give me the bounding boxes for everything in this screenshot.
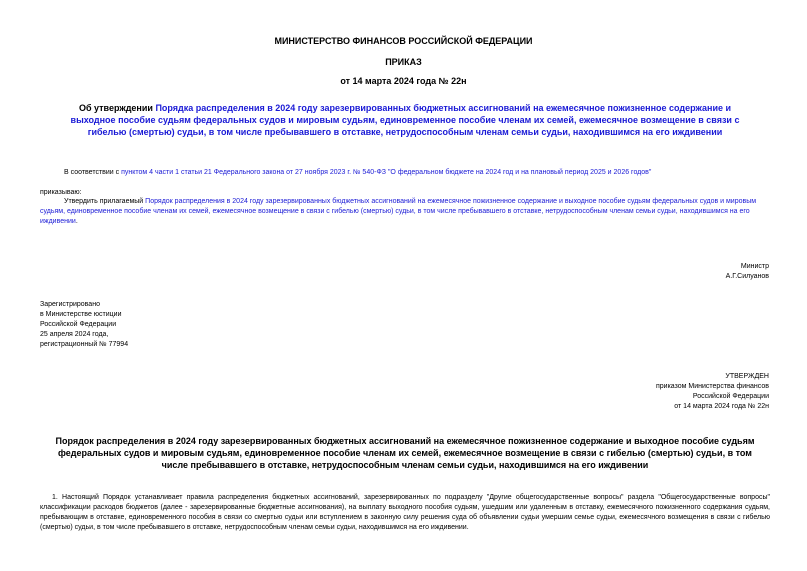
signature-block [726,262,769,282]
document-date-number: от 14 марта 2024 года № 22н [340,76,467,86]
approve-clause [40,197,770,227]
registration-block [40,300,128,350]
legal-basis [64,168,784,178]
basis-prefix: В соответствии с [64,169,122,176]
document-type: ПРИКАЗ [385,57,422,67]
approve-suffix: . [75,218,78,225]
approved-line: приказом Министерства финансов [655,383,769,390]
procedure-title: Порядок распределения в 2024 году зарезервированных бюджетных ассигнований на ежемесячное пожизненное содержание и выходное пособие судьям федеральных судов и мировым судьям, единовременное пособие членам их семей, ежемесячное возмещение в связи с гибелью (смертью) судьи, в том числе пребывавшего в отставке, нетрудоспособным членам семьи судьи, находившимся на его иждивении [55,436,755,470]
approve-procedure-link[interactable]: Порядок распределения в 2024 году зарезервированных бюджетных ассигнований на ежемесячное пожизненное содержание и выходное пособие судьям федеральных судов и мировым судьям, единовременное пособие членам их семей, ежемесячное возмещение в связи с гибелью (смертью) судьи, в том числе пребывавшего в отставке, нетрудоспособным членам семьи судьи, находившимся на его иждивении [40,198,757,225]
registration-number: регистрационный № 77994 [40,341,129,348]
registration-date: 25 апреля 2024 года, [40,331,109,338]
registration-line: Российской Федерации [40,321,117,328]
heading-prefix: Об утверждении [78,103,156,113]
ministry-name: МИНИСТЕРСТВО ФИНАНСОВ РОССИЙСКОЙ ФЕДЕРАЦИИ [274,36,533,46]
signer-position: Министр [740,263,769,270]
paragraph-1: 1. Настоящий Порядок устанавливает правила распределения бюджетных ассигнований, зарезервированных по подразделу "Другие общегосударственные вопросы" раздела "Общегосударственные вопросы" классификации расходов бюджетов (далее - зарезервированные бюджетные ассигнования), на выплату выходного пособия судьям, ушедшим или удаленным в отставку, ежемесячного пожизненного содержания судьям, пребывающим в отставке, единовременного пособия в связи со смертью судьи или вступлением в законную силу решения суда об объявлении судьи умершим семье судьи, ежемесячного возмещения в связи с гибелью (смертью) судьи, в том числе пребывавшего в отставке, нетрудоспособным членам семьи судьи, находившимся на его иждивении. [40,494,770,531]
document-heading [60,102,750,138]
approved-line: Российской Федерации [692,393,769,400]
heading-link[interactable]: Порядка распределения в 2024 году зарезервированных бюджетных ассигнований на ежемесячное пожизненное содержание и выходное пособие судьям федеральных судов и мировым судьям, единовременное пособие членам их семей, ежемесячное возмещение в связи с гибелью (смертью) судьи, в том числе пребывавшего в отставке, нетрудоспособным членам семьи судьи, находившимся на его иждивении [70,103,740,137]
approval-stamp-block [656,372,769,412]
approve-prefix: Утвердить прилагаемый [64,198,146,205]
signer-name: А.Г.Силуанов [725,273,769,280]
orders-label: приказываю: [40,189,82,196]
registration-line: Зарегистрировано [40,301,100,308]
approved-line: УТВЕРЖДЕН [725,373,769,380]
registration-line: в Министерстве юстиции [40,311,122,318]
approved-line: от 14 марта 2024 года № 22н [674,403,769,410]
basis-law-link[interactable]: пунктом 4 части 1 статьи 21 Федерального закона от 27 ноября 2023 г. № 540-ФЗ "О федеральном бюджете на 2024 год и на плановый период 2025 и 2026 годов" [121,169,652,176]
